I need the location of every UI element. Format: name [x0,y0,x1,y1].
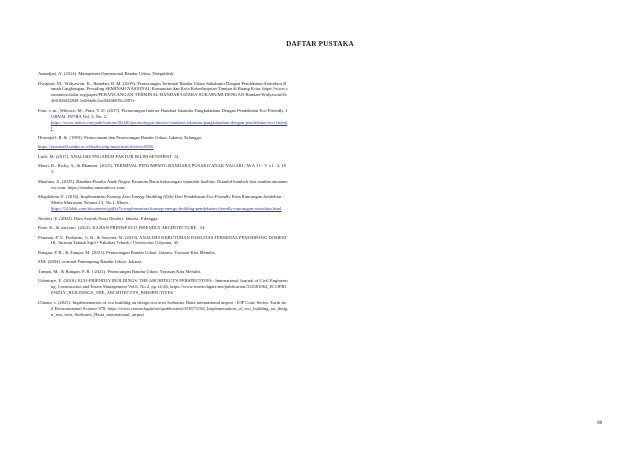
reference-link[interactable]: https://www.neliti.com/publications/96440/perancangan-interior-bandara-iskandar-pangkalanbun-dengan-pendekatan-eco-friendl [51,119,288,131]
reference-item: Ulinata, s. (2021). Implementation of eco building on design rest area Soekarno Hatta international airport : IOP Conf. Series: Earth and Environmental Science 878, https://www.researchgate.net/publication/356575164_Implementation_of_eco_building_on_design_rest_area_Soekarno_Hatta_international_airport [38,299,288,317]
reference-item: Mugdalena, E. (2016). Implementasi Konsep Zero Energy Building (Zeb) Dari Pendekatan Eco-Friendly Pada Rancangan Arsitektur : Media Matrasain Volume 13, No.1, Maret , [38,194,285,206]
page-number: 88 [597,421,602,426]
reference-item: Lutfi, M. (2017). ANALISIS PNGARUH FAKTOR IKLIM SETEMPAT. 14. [38,153,180,159]
reference-item: Masri, R., Ricky, A., & Bhanmu. (2015). TERMINAL PENUMPANG BANDARA PUSAKO ANAK NAGARI / M A J I - V o l . 4, 183. [38,163,286,175]
reference-item: SNI. (2004). erminal Penumpang Bandar Udara. Jakarta. [38,259,143,265]
reference-link[interactable]: https://123dok.com/document/qojlkr7z-implementasi-konsep-energy-building-pendekatan-friendly-rancangan-arsitektur.html [51,206,282,212]
reference-item: Annadjati, A. (2014). Manajemen Operasional Bandar Udara. Deepublish. [38,71,175,76]
reference-link[interactable]: https://ejournal3.undip.ac.id/index.php/imaji/article/view/8826 [38,144,154,150]
reference-item: Fran, s .m., Wibowo, M., Putri, Y. D. (2017). Perancangan Interior Bandara Iskandar Pangkalanbun Dengan Pendekatan Eco-Friendly. JURNAL INTRA Vol. 5, No. 2, [38,107,288,119]
reference-item: Horonjeff, R. &. (1993). Perencanaan dan Perancangan Bandar Udara. Jakarta: Erlangga. [38,134,202,140]
reference-list [38,71,288,321]
reference-item: Udoniuye, E. (2016). ECO-FRIENDLY BUILDINGS: THE ARCHITECT'S PERSPECTIVES : International Journal of Civil Engineering, Construction and Estate Management Vol.6, No.2, pp.14-26, https://www.researchgate.net/publication/312581064_ECOFRIENDLY_BUILDINGS_THE_ARCHITECTS'S_PERSPECTIVES [38,278,288,296]
reference-item: Maulana, A. (2023). Bandara Pusako Anak Negeri Pasaman Barat kekurangan sejumlah fasilitas. Diambil kembali dari sumbar.antaranews.com: https://sumbar.antaranews.com/ [38,178,288,190]
reference-item: Pane, K., & suryono. (2012). KAJIAN PRINSIP ECO FRIENDLY ARCHITECTURE . 54. [38,225,206,231]
page-title: DAFTAR PUSTAKA [286,40,354,48]
reference-item: Neufert, E. (2002). Data Arsitek Ernst Neufert. Jakarta: Erlangga. [38,215,159,221]
reference-item: Dwiputri, M., Widyawati, K., Ramdan, B. M. (2019). Perancangan Terminal Bandar Udara Sukabumi Dengan Pendekatan Arsitektur Ramah Lingkungan. Prosiding SEMINAR NASIONAL Komunitas dan Kota Keberlanjutan Tinnjau di Ruang Kota, https://www.semanticscholar.org/paper/PERANCANGAN-TERMINAL-BANDAR-UDARA-SUKABUMI-DENGAN-Randan-Widyawati/6c4661b6022848 1e48da0c3ac0d4060f5c2587e [38,80,288,104]
reference-item: Rangan, P. R., & Tumpu, M. (2021). Perancangan Bandar Udara. Jakarta: Yayasan Kita Menulis. [38,249,216,255]
reference-item: Pratama, P. Y., Purbanto, G. R., & Suwerta, W. (2015). ANALISIS KEBUTUHAN FASILITAS TERMINAL PENUMPANG DOMESTIK. Jurusan Teknik Sipil • Fakultas Teknik • Universitas Udayana, 45. [38,234,288,246]
reference-item: Tumpu, M., & Rangan, P. R. ( 2021). Perancangan Bandar Udara. Yayasan Kita Menulis. [38,268,202,274]
